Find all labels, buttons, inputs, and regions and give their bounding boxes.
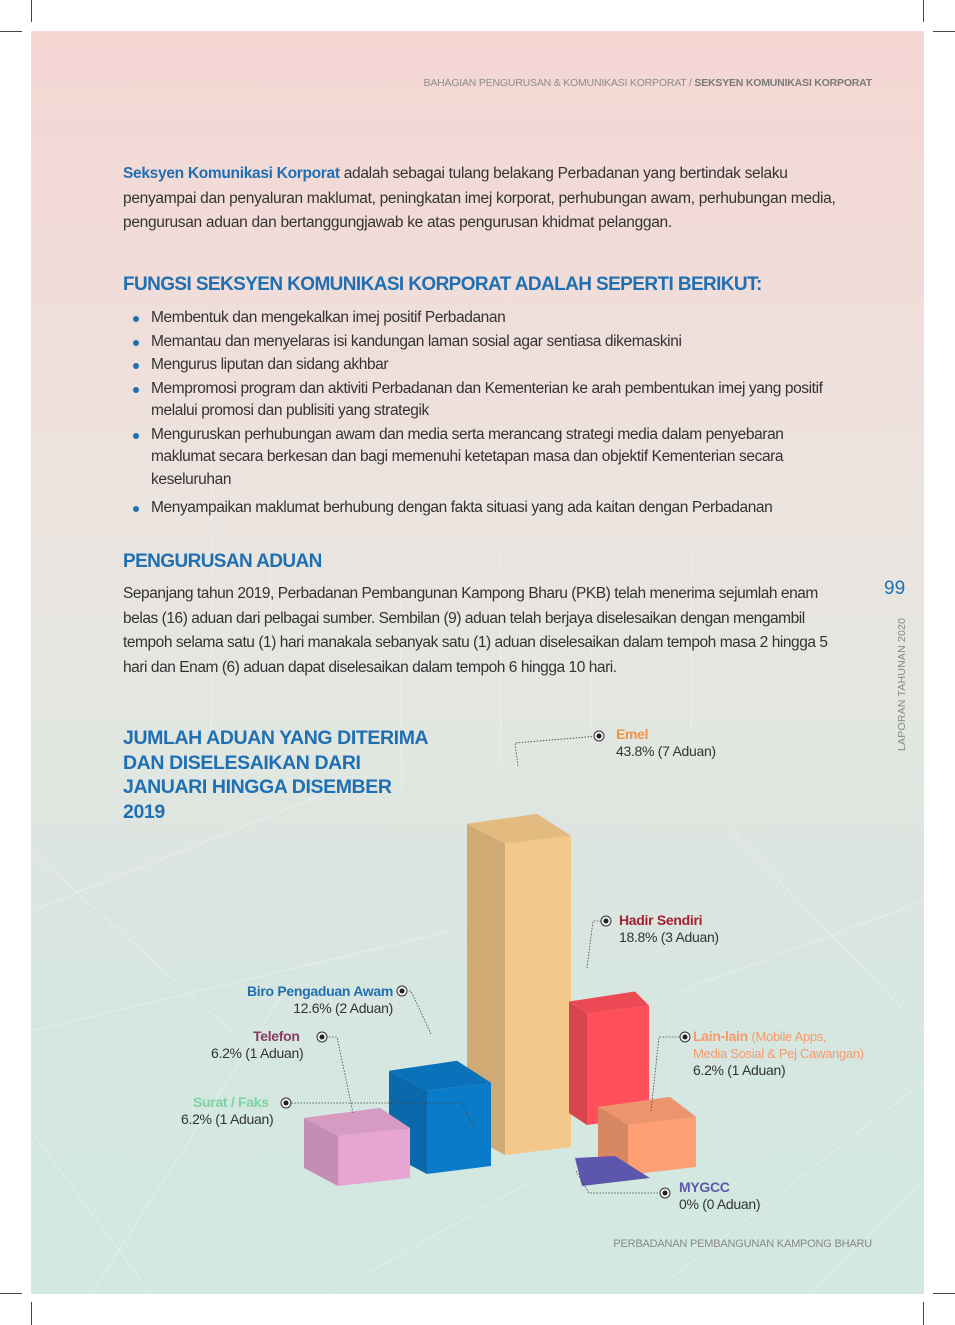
crop-mark: [923, 1302, 924, 1325]
bar-emel-front: [505, 836, 571, 1155]
label-biro-value: 12.6% (2 Aduan): [293, 1000, 393, 1016]
bar-biro-front: [427, 1083, 491, 1174]
bar-chart-3d: [31, 31, 924, 1294]
running-head-section: BAHAGIAN PENGURUSAN & KOMUNIKASI KORPORAT /: [423, 77, 695, 89]
running-head-subsection: SEKSYEN KOMUNIKASI KORPORAT: [694, 77, 872, 89]
label-emel: [616, 726, 716, 760]
list-item-text: Menguruskan perhubungan awam dan media serta merancang strategi media dalam penyebaran maklumat secara berkesan dan bagi memenuhi ketetapan masa dan objektif Kementerian secara keseluruhan: [151, 425, 784, 488]
label-telefon-name: Telefon: [253, 1028, 300, 1044]
crop-mark: [31, 1302, 32, 1325]
label-telefon: [211, 1028, 303, 1062]
label-lain-lain: [693, 1028, 864, 1079]
page-number: 99: [884, 578, 906, 599]
marker-dot-emel: [597, 734, 602, 739]
footer-organization: PERBADANAN PEMBANGUNAN KAMPONG BHARU: [613, 1238, 872, 1250]
crop-mark: [923, 0, 924, 22]
complaints-paragraph: Sepanjang tahun 2019, Perbadanan Pembangunan Kampong Bharu (PKB) telah menerima sejumlah enam belas (16) aduan dari pelbagai sumber. Sembilan (9) aduan telah berjaya diselesaikan dengan mengambil tempoh selama satu (1) hari manakala sebanyak satu (1) aduan diselesaikan dalam tempoh masa 2 hingga 5 hari dan Enam (6) aduan dapat diselesaikan dalam tempoh 6 hingga 10 hari.: [123, 585, 828, 676]
leader-line-biro: [403, 991, 431, 1034]
marker-dot-lain-lain: [683, 1035, 688, 1040]
label-mygcc-value: 0% (0 Aduan): [679, 1196, 761, 1212]
crop-mark: [933, 31, 955, 32]
bar-surat-faks-front: [338, 1128, 410, 1186]
label-mygcc: [679, 1179, 760, 1213]
intro-highlight: Seksyen Komunikasi Korporat: [123, 165, 340, 182]
crop-mark: [933, 1293, 955, 1294]
leader-line-telefon: [325, 1037, 353, 1113]
functions-heading: FUNGSI SEKSYEN KOMUNIKASI KORPORAT ADALAH SEPERTI BERIKUT:: [123, 274, 762, 295]
chart-title: JUMLAH ADUAN YANG DITERIMA DAN DISELESAIKAN DARI JANUARI HINGGA DISEMBER 2019: [123, 727, 428, 823]
label-hadir-sendiri: [619, 912, 719, 946]
leader-line-hadir-sendiri: [587, 921, 603, 968]
label-biro-name: Biro Pengaduan Awam: [247, 983, 393, 999]
list-item-text: Memantau dan menyelaras isi kandungan laman sosial agar sentiasa dikemaskini: [151, 332, 682, 350]
bar-lain-lain-front: [628, 1117, 696, 1175]
marker-dot-surat-faks: [284, 1101, 289, 1106]
label-lain-lain-note-cont: Media Sosial & Pej Cawangan): [693, 1046, 864, 1061]
label-emel-value: 43.8% (7 Aduan): [616, 743, 716, 759]
list-item-text: Membentuk dan mengekalkan imej positif Perbadanan: [151, 309, 506, 326]
crop-mark: [31, 0, 32, 22]
label-lain-lain-name: Lain-lain: [693, 1028, 748, 1044]
list-item-text: Mengurus liputan dan sidang akhbar: [151, 356, 389, 373]
label-biro: [247, 983, 393, 1017]
annual-report-label: LAPORAN TAHUNAN 2020: [896, 617, 908, 751]
bar-hadir-sendiri-side: [569, 1001, 587, 1125]
list-item-text: Menyampaikan maklumat berhubung dengan fakta situasi yang ada kaitan dengan Perbadanan: [151, 499, 773, 516]
marker-dot-telefon: [320, 1035, 325, 1040]
label-emel-name: Emel: [616, 726, 649, 742]
marker-dot-mygcc: [663, 1191, 668, 1196]
label-telefon-value: 6.2% (1 Aduan): [211, 1045, 304, 1061]
label-hadir-sendiri-value: 18.8% (3 Aduan): [619, 929, 719, 945]
label-surat-faks-value: 6.2% (1 Aduan): [181, 1111, 274, 1127]
list-item-text: Mempromosi program dan aktiviti Perbadanan dan Kementerian ke arah pembentukan imej yang positif melalui promosi dan publisiti yang strategik: [151, 379, 823, 419]
label-hadir-sendiri-name: Hadir Sendiri: [619, 912, 703, 928]
report-page: [31, 31, 924, 1294]
complaints-heading: PENGURUSAN ADUAN: [123, 551, 322, 572]
intro-text: adalah sebagai tulang belakang Perbadanan yang bertindak selaku penyampai dan penyaluran maklumat, peningkatan imej korporat, perhubungan awam, perhubungan media, pengurusan aduan dan bertanggungjawab ke atas pengurusan khidmat pelanggan.: [123, 165, 836, 231]
marker-dot-hadir-sendiri: [604, 919, 609, 924]
marker-dot-biro: [400, 989, 405, 994]
label-lain-lain-value: 6.2% (1 Aduan): [693, 1062, 786, 1078]
label-surat-faks: [181, 1094, 273, 1128]
crop-mark: [0, 1293, 22, 1294]
label-mygcc-name: MYGCC: [679, 1179, 730, 1195]
crop-mark: [0, 31, 22, 32]
label-surat-faks-name: Surat / Faks: [193, 1094, 269, 1110]
leader-line-emel: [515, 736, 599, 766]
label-lain-lain-note: (Mobile Apps,: [751, 1029, 827, 1044]
